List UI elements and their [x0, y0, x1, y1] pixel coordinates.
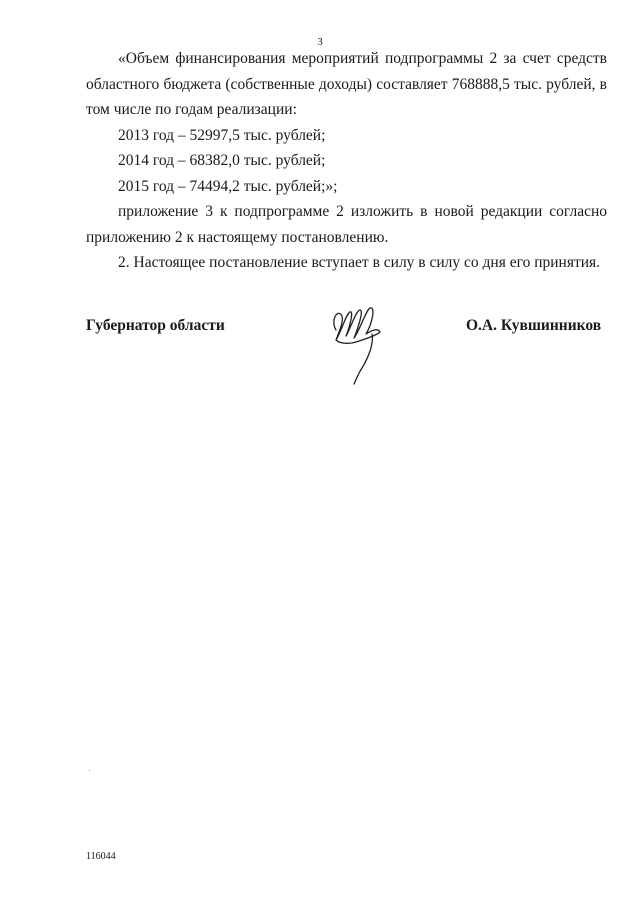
paragraph-year-2013: 2013 год – 52997,5 тыс. рублей;: [118, 126, 326, 144]
handwritten-signature: [326, 300, 386, 386]
signatory-name: О.А. Кувшинников: [466, 317, 602, 334]
paragraph-appendix: приложение 3 к подпрограмме 2 изложить в новой редакции согласно приложению 2 к настоящему постановлению.: [86, 203, 607, 246]
paragraph-financing: «Объем финансирования мероприятий подпрограммы 2 за счет средств областного бюджета (собственные доходы) составляет 768888,5 тыс. рублей, в том числе по годам реализации:: [86, 50, 607, 118]
document-body: [86, 46, 607, 276]
signatory-title: Губернатор области: [86, 317, 225, 334]
paragraph-year-2015: 2015 год – 74494,2 тыс. рублей;»;: [118, 177, 338, 195]
page-number: 3: [317, 36, 323, 48]
document-code: 116044: [86, 851, 116, 862]
paragraph-effective-date: 2. Настоящее постановление вступает в силу в силу со дня его принятия.: [118, 254, 601, 271]
scan-speck: [89, 770, 90, 771]
paragraph-year-2014: 2014 год – 68382,0 тыс. рублей;: [118, 152, 326, 169]
